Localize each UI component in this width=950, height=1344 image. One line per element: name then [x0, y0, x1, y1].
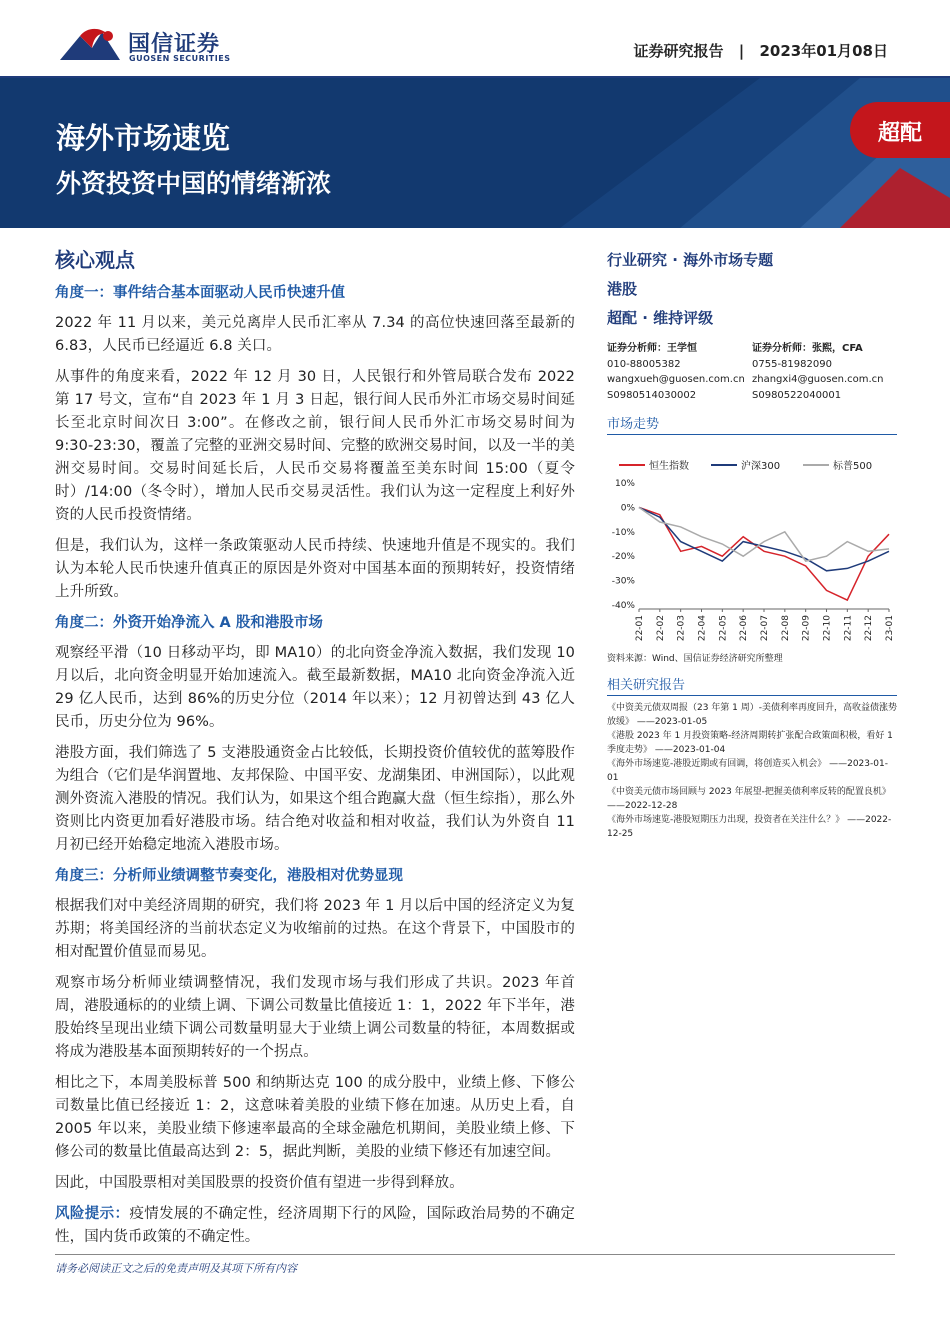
company-name-cn: 国信证券	[128, 32, 221, 57]
x-tick-label: 22-11	[843, 615, 854, 642]
x-tick-label: 22-01	[635, 615, 645, 642]
x-tick-label: 22-03	[676, 615, 687, 642]
paragraph: 但是，我们认为，这样一条政策驱动人民币持续、快速地升值是不现实的。我们认为本轮人民币快速升值真正的原因是外资对中国基本面的预期转好，投资情绪上升所致。	[55, 538, 575, 600]
related-reports-list	[607, 702, 897, 841]
x-tick-label: 22-07	[760, 615, 770, 642]
x-tick-label: 22-08	[780, 615, 791, 642]
x-tick-label: 22-05	[718, 615, 729, 642]
related-report-item[interactable]: 《海外市场速览-港股近期或有回调，将创造买入机会》 ——2023-01-01	[607, 759, 888, 783]
x-tick-label: 23-01	[885, 615, 895, 642]
legend-label: 标普500	[833, 461, 873, 472]
report-subtitle: 外资投资中国的情绪渐浓	[56, 169, 332, 198]
report-title: 海外市场速览	[56, 121, 231, 155]
risk-warning	[55, 1203, 575, 1249]
rating-label: 超配	[878, 121, 923, 146]
y-tick-label: -20%	[611, 552, 635, 563]
related-report-item[interactable]: 《海外市场速览-港股短期压力出现，投资者在关注什么？》 ——2022-12-25	[607, 815, 892, 839]
main-content	[55, 244, 575, 1257]
series-line-沪深300	[639, 507, 889, 570]
footer-divider	[55, 1254, 895, 1255]
page-header	[0, 0, 950, 78]
angle-heading: 角度一：事件结合基本面驱动人民币快速升值	[55, 285, 345, 301]
analyst-2: 证券分析师：张熙，CFA 0755-81982090 zhangxi4@guosen.com.cn S0980522040001	[752, 343, 884, 401]
paragraph: 相比之下，本周美股标普 500 和纳斯达克 100 的成分股中，业绩上修、下修公司数量比值已经接近 1：2，这意味着美股的业绩下修在加速。从历史上看，自 2005 年以来，美股业绩下修速率最高的全球金融危机期间，美股业绩上修、下修公司的数量比值最高达到 2：5，据此判断，美股的业绩下修还有加速空间。	[55, 1075, 575, 1160]
chart-svg	[607, 439, 897, 649]
chart-section-title: 市场走势	[607, 413, 897, 435]
y-tick-label: -40%	[611, 601, 635, 611]
related-report-item[interactable]: 《中资美元债市场回顾与 2023 年展望-把握美债利率反转的配置良机》 ——2022-12-28	[607, 787, 891, 811]
y-tick-label: -30%	[611, 576, 635, 587]
industry-line: 行业研究 · 海外市场专题	[607, 251, 774, 269]
market-trend-chart	[607, 439, 897, 649]
analyst-info	[607, 341, 897, 403]
risk-label: 风险提示：	[55, 1206, 130, 1222]
angle-heading: 角度二：外资开始净流入 A 股和港股市场	[55, 615, 323, 631]
x-tick-label: 22-04	[697, 615, 708, 642]
company-name-en: GUOSEN SECURITIES	[129, 54, 231, 63]
report-type: 证券研究报告	[633, 42, 724, 60]
sidebar	[607, 248, 897, 842]
related-report-item[interactable]: 《港股 2023 年 1 月投资策略-经济周期转扩张配合政策面积极，看好 1 季度走势》 ——2023-01-04	[607, 731, 893, 755]
paragraph: 根据我们对中美经济周期的研究，我们将 2023 年 1 月以后中国的经济定义为复苏期；将美国经济的当前状态定义为收缩前的过热。在这个背景下，中国股市的相对配置价值显而易见。	[55, 898, 575, 960]
x-tick-label: 22-12	[864, 615, 875, 642]
paragraph: 因此，中国股票相对美国股票的投资价值有望进一步得到释放。	[55, 1175, 464, 1191]
analyst-1: 证券分析师：王学恒 010-88005382 wangxueh@guosen.com.cn S0980514030002	[607, 343, 745, 401]
related-reports-title: 相关研究报告	[607, 674, 897, 696]
report-type-date: 证券研究报告 | 2023年01月08日	[633, 42, 888, 60]
guosen-logo-icon	[58, 26, 122, 64]
rating-badge	[850, 102, 950, 158]
title-banner	[0, 78, 950, 228]
y-tick-label: -10%	[611, 527, 635, 538]
y-tick-label: 10%	[614, 479, 635, 489]
x-tick-label: 22-10	[822, 615, 833, 642]
series-line-恒生指数	[639, 507, 889, 600]
paragraph: 观察市场分析师业绩调整情况，我们发现市场与我们形成了共识。2023 年首周，港股通标的的业绩上调、下调公司数量比值接近 1：1，2022 年下半年，港股始终呈现出业绩下调公司数量明显大于业绩上调公司数量的特征，本周数据或将成为港股基本面预期转好的一个拐点。	[55, 975, 575, 1060]
paragraph: 从事件的角度来看，2022 年 12 月 30 日，人民银行和外管局联合发布 2022 第 17 号文，宣布“自 2023 年 1 月 3 日起，银行间人民币外汇市场交易时间延长至北京时间次日 3:00”。在修改之前，银行间人民币外汇市场交易时间为 9:30-23:30，覆盖了完整的亚洲交易时间、完整的欧洲交易时间，以及一半的美洲交易时间。交易时间延长后，人民币交易将覆盖至美东时间 15:00（夏令时）/14:00（冬令时），增加人民币交易灵活性。我们认为这一定程度上利好外资的人民币投资情绪。	[55, 369, 575, 523]
rating-line: 超配 · 维持评级	[607, 309, 714, 327]
risk-text: 疫情发展的不确定性，经济周期下行的风险，国际政治局势的不确定性，国内货币政策的不确定性。	[55, 1206, 576, 1245]
paragraph: 观察经平滑（10 日移动平均，即 MA10）的北向资金净流入数据，我们发现 10 月以后，北向资金明显开始加速流入。截至最新数据，MA10 北向资金净流入近 29 亿人民币，达到 86%的历史分位（2014 年以来）；12 月初曾达到 43 亿人民币，历史分位为 96%。	[55, 645, 575, 730]
x-tick-label: 22-02	[655, 615, 666, 642]
core-view-title: 核心观点	[55, 248, 135, 272]
y-tick-label: 0%	[620, 503, 635, 514]
angle-heading: 角度三：分析师业绩调整节奏变化，港股相对优势显现	[55, 868, 403, 884]
related-report-item[interactable]: 《中资美元债双周报（23 年第 1 周）-美债利率再度回升，高收益债涨势放缓》 ——2023-01-05	[607, 703, 898, 727]
legend-label: 沪深300	[741, 461, 781, 472]
x-tick-label: 22-06	[739, 615, 750, 642]
legend-label: 恒生指数	[649, 461, 689, 472]
x-tick-label: 22-09	[801, 615, 812, 642]
chart-source: 资料来源：Wind、国信证券经济研究所整理	[607, 654, 783, 664]
footer-disclaimer: 请务必阅读正文之后的免责声明及其项下所有内容	[55, 1262, 297, 1275]
report-date: 2023年01月08日	[759, 42, 888, 60]
series-line-标普500	[639, 507, 889, 561]
paragraph: 港股方面，我们筛选了 5 支港股通资金占比较低，长期投资价值较优的蓝筹股作为组合（它们是华润置地、友邦保险、中国平安、龙湖集团、申洲国际），以此观测外资流入港股的情况。我们认为，如果这个组合跑赢大盘（恒生综指），那么外资则比内资更加看好港股市场。结合绝对收益和相对收益，我们认为外资自 11 月初已经开始稳定地流入港股市场。	[55, 745, 575, 853]
market-line: 港股	[607, 280, 638, 298]
paragraph: 2022 年 11 月以来，美元兑离岸人民币汇率从 7.34 的高位快速回落至最新的 6.83，人民币已经逼近 6.8 关口。	[55, 315, 575, 354]
